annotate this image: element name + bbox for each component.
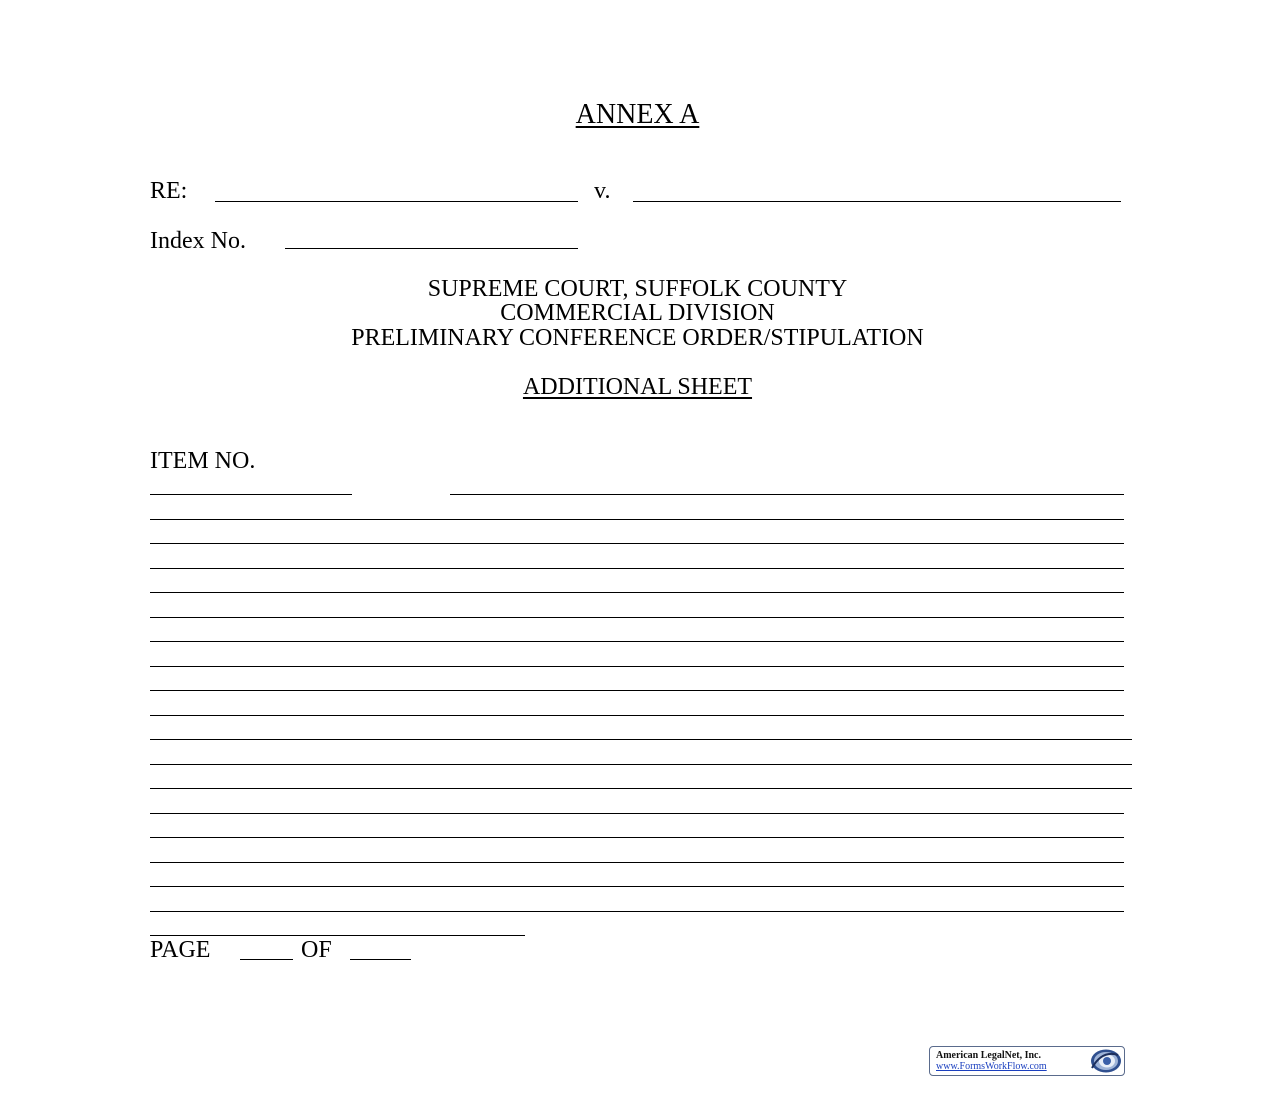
document-name: PRELIMINARY CONFERENCE ORDER/STIPULATION — [351, 325, 924, 351]
item-number-label: ITEM NO. — [150, 448, 256, 474]
court-division: COMMERCIAL DIVISION — [500, 300, 775, 326]
writing-line[interactable] — [150, 788, 1132, 789]
writing-line[interactable] — [150, 862, 1124, 863]
defendant-blank[interactable] — [633, 201, 1121, 202]
page-number-blank[interactable] — [240, 959, 293, 960]
globe-icon — [1088, 1048, 1122, 1074]
page-of-label: OF — [301, 937, 332, 963]
writing-line[interactable] — [150, 715, 1124, 716]
writing-line[interactable] — [150, 641, 1124, 642]
writing-line[interactable] — [450, 494, 1124, 495]
writing-line[interactable] — [150, 666, 1124, 667]
writing-line[interactable] — [150, 837, 1124, 838]
publisher-logo — [929, 1046, 1125, 1076]
writing-line[interactable] — [150, 617, 1124, 618]
re-label: RE: — [150, 178, 188, 204]
writing-line[interactable] — [150, 543, 1124, 544]
writing-line[interactable] — [150, 935, 525, 936]
writing-line[interactable] — [150, 519, 1124, 520]
publisher-link[interactable]: www.FormsWorkFlow.com — [936, 1061, 1047, 1072]
writing-line[interactable] — [150, 568, 1124, 569]
writing-line[interactable] — [150, 592, 1124, 593]
annex-title: ANNEX A — [575, 99, 700, 130]
page-label: PAGE — [150, 937, 211, 963]
writing-line[interactable] — [150, 764, 1132, 765]
writing-line[interactable] — [150, 813, 1124, 814]
writing-line[interactable] — [150, 739, 1132, 740]
plaintiff-blank[interactable] — [215, 201, 578, 202]
writing-line[interactable] — [150, 911, 1124, 912]
court-name: SUPREME COURT, SUFFOLK COUNTY — [427, 276, 848, 302]
page-total-blank[interactable] — [350, 959, 411, 960]
item-number-blank[interactable] — [150, 494, 352, 495]
publisher-name: American LegalNet, Inc. — [936, 1050, 1041, 1061]
writing-line[interactable] — [150, 690, 1124, 691]
sheet-title: ADDITIONAL SHEET — [522, 374, 753, 400]
index-number-blank[interactable] — [285, 248, 578, 249]
writing-line[interactable] — [150, 886, 1124, 887]
index-number-label: Index No. — [150, 228, 246, 254]
versus-label: v. — [594, 178, 611, 204]
